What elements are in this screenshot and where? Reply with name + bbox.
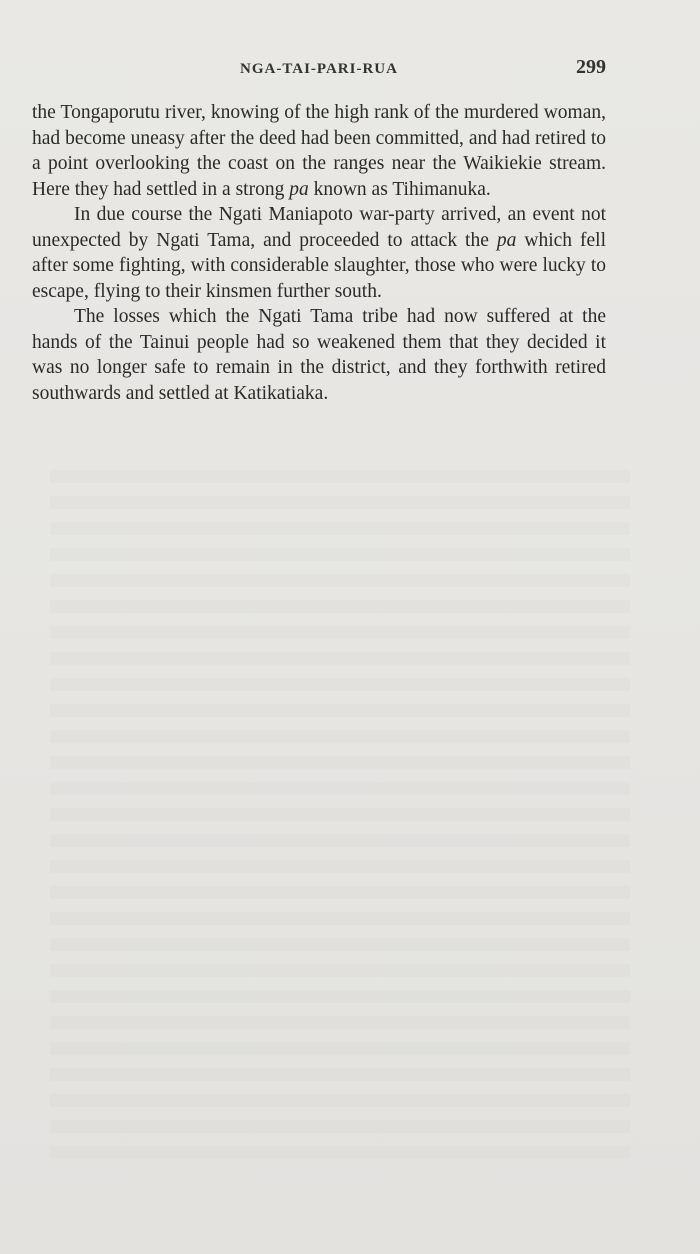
page-number: 299 <box>576 56 606 78</box>
show-through-text <box>50 470 630 1170</box>
body-text <box>32 100 606 406</box>
running-title: NGA-TAI-PARI-RUA <box>240 61 398 77</box>
paragraph-text: the Tongaporutu river, knowing of the high rank of the murdered woman, had become uneasy after the deed had been committed, and had retired to a point overlooking the coast on the ranges near the Waikiekie stream. Here they had settled in a strong <box>32 102 606 200</box>
paragraph-text: known as Tihimanuka. <box>308 178 491 200</box>
paragraph <box>32 304 606 406</box>
paragraph-text: The losses which the Ngati Tama tribe had now suffered at the hands of the Tainui people had so weakened them that they decided it was no longer safe to remain in the district, and they forthwith retired southwards and settled at Katikatiaka. <box>32 306 606 404</box>
paragraph <box>32 100 606 202</box>
paragraph-text: In due course the Ngati Maniapoto war-party arrived, an event not unexpected by Ngati Tama, and proceeded to attack the <box>32 204 606 251</box>
paragraph-text: which fell after some fighting, with considerable slaughter, those who were lucky to escape, flying to their kinsmen further south. <box>32 229 606 302</box>
italic-term: pa <box>289 178 309 200</box>
running-head <box>32 56 606 84</box>
paragraph <box>32 202 606 304</box>
italic-term: pa <box>496 229 517 251</box>
